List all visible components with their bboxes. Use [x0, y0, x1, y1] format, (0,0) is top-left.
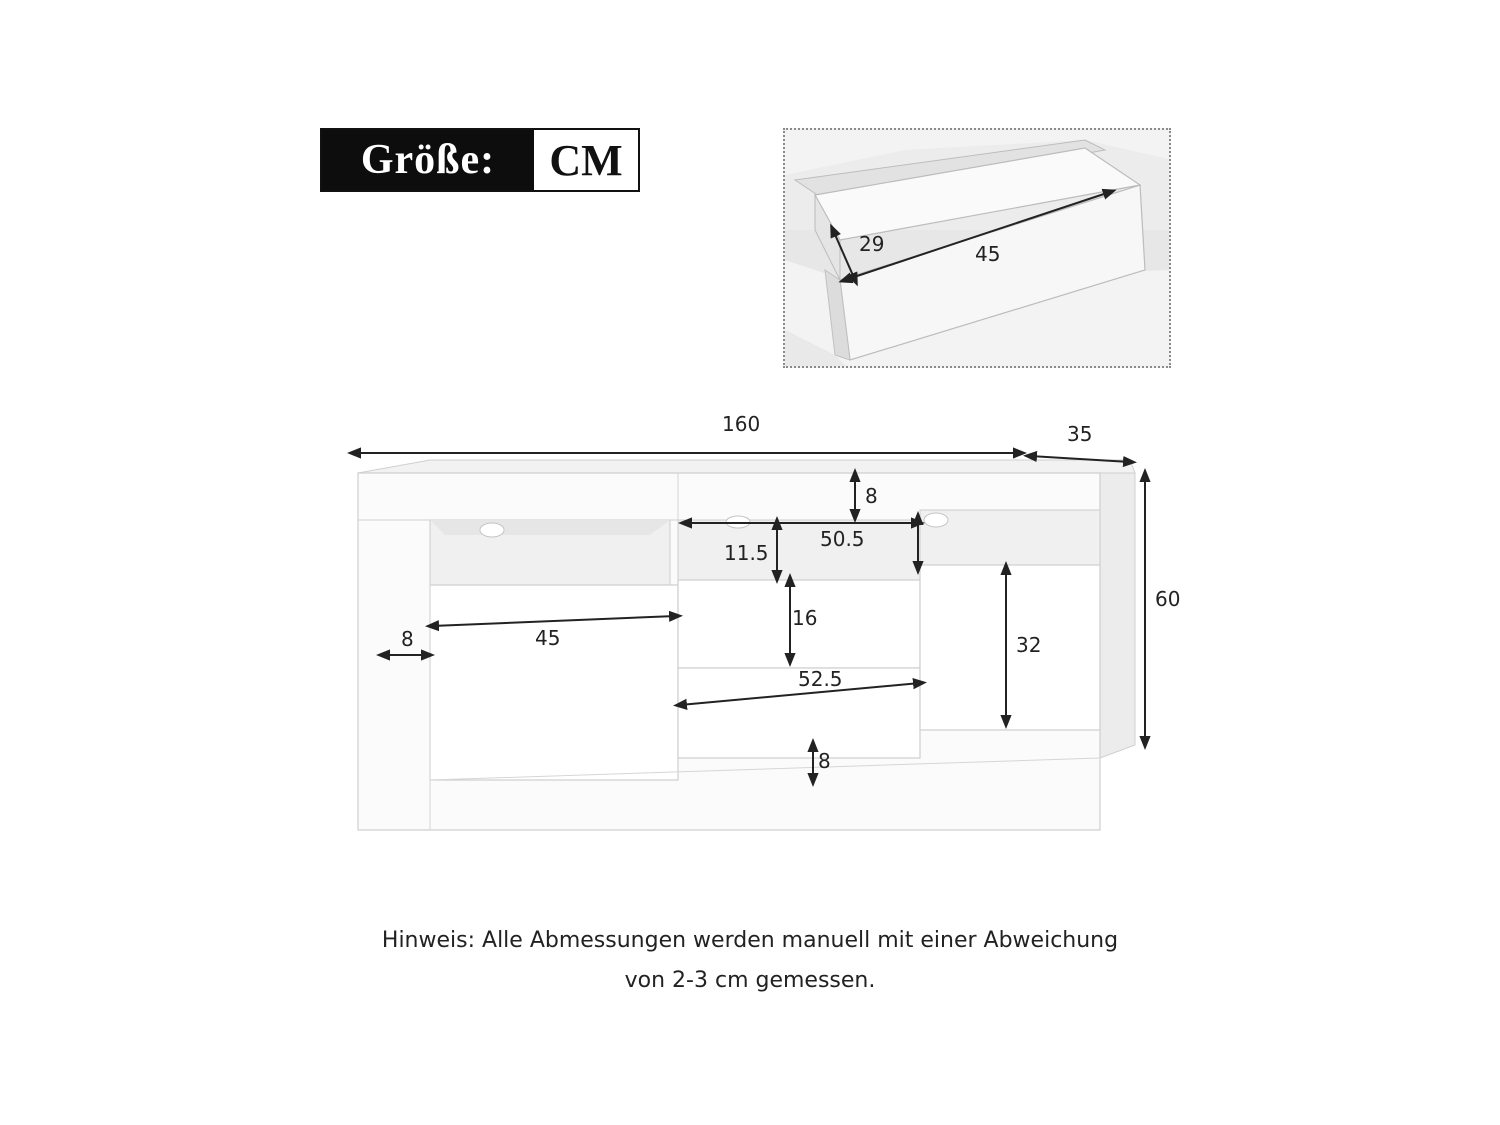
height-label: 60: [1155, 587, 1181, 611]
shelf-height-label: 11.5: [724, 541, 769, 565]
note-line-2: von 2-3 cm gemessen.: [624, 968, 876, 993]
left-door-width-label: 45: [535, 626, 561, 650]
side-panel-label: 8: [401, 627, 414, 651]
right-door-height-label: 32: [1016, 633, 1042, 657]
drawer-width-label: 52.5: [798, 667, 843, 691]
shelf-width-label: 50.5: [820, 527, 865, 551]
tv-cabinet-svg: [340, 400, 1220, 860]
size-unit-badge: [320, 128, 640, 192]
bottom-panel-label: 8: [818, 749, 831, 773]
tv-cabinet-drawing: [340, 400, 1220, 860]
size-label: Größe:: [322, 130, 534, 190]
drawer-height-label: 29: [859, 232, 885, 256]
note-line-1: Hinweis: Alle Abmessungen werden manuell mit einer Abweichung: [381, 928, 1119, 953]
top-panel-label: 8: [865, 484, 878, 508]
depth-label: 35: [1067, 422, 1093, 446]
unit-label: CM: [549, 135, 623, 185]
drawer-depth-label: 45: [975, 242, 1001, 266]
drawer-height-label: 16: [792, 606, 818, 630]
total-width-label: 160: [722, 412, 761, 436]
drawer-detail-inset: [783, 128, 1171, 368]
